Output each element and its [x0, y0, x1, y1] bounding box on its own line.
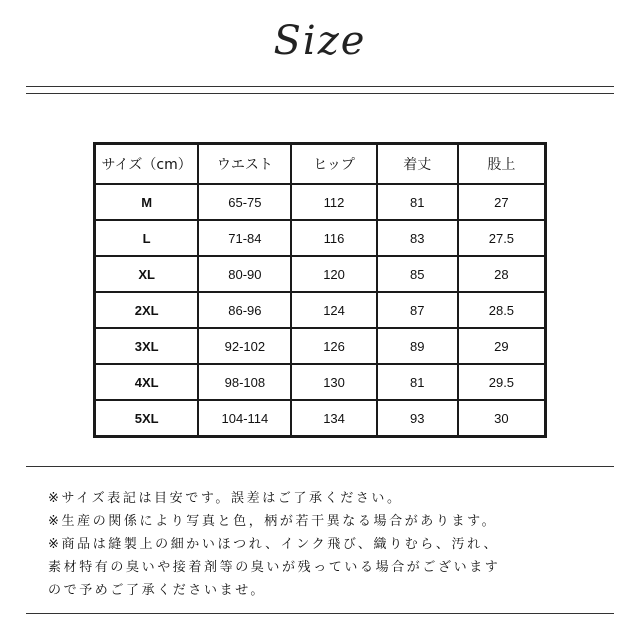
note-line: ※商品は縫製上の細かいほつれ、インク飛び、織りむら、汚れ、	[48, 537, 500, 552]
header-size: サイズ（cm）	[95, 144, 198, 184]
cell-hip: 124	[291, 292, 376, 328]
note-line: ※サイズ表記は目安です。誤差はご了承ください。	[48, 491, 403, 506]
cell-waist: 104-114	[198, 400, 291, 436]
cell-length: 93	[377, 400, 458, 436]
cell-length: 81	[377, 364, 458, 400]
cell-size: 4XL	[95, 364, 198, 400]
table-row	[95, 220, 545, 256]
size-table	[93, 142, 547, 438]
cell-waist: 71-84	[198, 220, 291, 256]
cell-size: 5XL	[95, 400, 198, 436]
table-row	[95, 400, 545, 436]
cell-rise: 29	[458, 328, 545, 364]
cell-length: 89	[377, 328, 458, 364]
cell-length: 85	[377, 256, 458, 292]
header-length: 着丈	[377, 144, 458, 184]
cell-size: 2XL	[95, 292, 198, 328]
note-line: ※生産の関係により写真と色，柄が若干異なる場合があります。	[48, 514, 498, 529]
table-row	[95, 256, 545, 292]
cell-rise: 28	[458, 256, 545, 292]
cell-rise: 28.5	[458, 292, 545, 328]
cell-waist: 98-108	[198, 364, 291, 400]
divider-bottom	[26, 93, 614, 94]
table-row	[95, 184, 545, 220]
header-waist: ウエスト	[198, 144, 291, 184]
note-line: ので予めご了承くださいませ。	[48, 583, 267, 598]
cell-rise: 27.5	[458, 220, 545, 256]
cell-size: M	[95, 184, 198, 220]
cell-rise: 27	[458, 184, 545, 220]
cell-hip: 130	[291, 364, 376, 400]
cell-waist: 92-102	[198, 328, 291, 364]
cell-hip: 112	[291, 184, 376, 220]
table-header-row	[95, 144, 545, 184]
cell-length: 81	[377, 184, 458, 220]
cell-rise: 29.5	[458, 364, 545, 400]
cell-size: L	[95, 220, 198, 256]
header-rise: 股上	[458, 144, 545, 184]
cell-waist: 86-96	[198, 292, 291, 328]
table-row	[95, 328, 545, 364]
cell-hip: 126	[291, 328, 376, 364]
page-title: Size	[273, 18, 367, 64]
cell-size: XL	[95, 256, 198, 292]
cell-rise: 30	[458, 400, 545, 436]
cell-length: 87	[377, 292, 458, 328]
notes-box	[26, 466, 614, 614]
cell-waist: 80-90	[198, 256, 291, 292]
cell-size: 3XL	[95, 328, 198, 364]
note-line: 素材特有の臭いや接着剤等の臭いが残っている場合がございます	[48, 560, 501, 575]
table-row	[95, 292, 545, 328]
cell-hip: 116	[291, 220, 376, 256]
cell-length: 83	[377, 220, 458, 256]
header-hip: ヒップ	[291, 144, 376, 184]
cell-waist: 65-75	[198, 184, 291, 220]
divider-top	[26, 86, 614, 87]
cell-hip: 134	[291, 400, 376, 436]
cell-hip: 120	[291, 256, 376, 292]
table-row	[95, 364, 545, 400]
